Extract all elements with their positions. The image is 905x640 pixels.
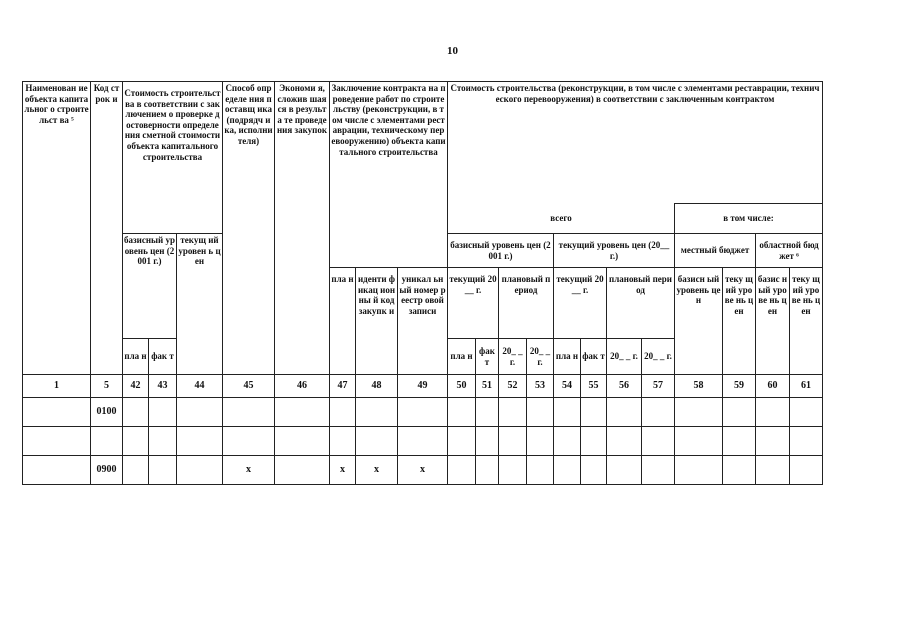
table-row xyxy=(23,456,823,485)
table-cell xyxy=(448,456,476,485)
table-cell xyxy=(527,398,554,427)
header-local-base: базисн ый уровень цен xyxy=(675,268,723,375)
table-cell xyxy=(123,398,149,427)
column-number: 1 xyxy=(23,375,91,398)
table-cell xyxy=(642,427,675,456)
table-cell xyxy=(723,398,756,427)
column-number: 59 xyxy=(723,375,756,398)
table-row xyxy=(23,427,823,456)
column-number: 48 xyxy=(356,375,398,398)
table-cell xyxy=(398,398,448,427)
header-unique-number: уникал ьный номер реестр овой записи xyxy=(398,268,448,375)
table-cell xyxy=(177,456,223,485)
column-number: 45 xyxy=(223,375,275,398)
table-cell xyxy=(123,427,149,456)
column-number: 5 xyxy=(91,375,123,398)
table-cell xyxy=(448,427,476,456)
table-cell xyxy=(476,398,499,427)
table-cell xyxy=(330,398,356,427)
header-expertise-plan: пла н xyxy=(123,339,149,375)
header-row-code: Код строк и xyxy=(91,82,123,375)
header-procurement-method: Способ определе ния поставщ ика (подрядч ика, исполни теля) xyxy=(223,82,275,375)
table-cell xyxy=(723,427,756,456)
header-base-fact: фак т xyxy=(476,339,499,375)
table-cell xyxy=(398,427,448,456)
table-cell xyxy=(499,456,527,485)
table-cell xyxy=(756,456,790,485)
table-cell xyxy=(499,427,527,456)
table-cell xyxy=(177,427,223,456)
table-cell xyxy=(581,398,607,427)
column-number: 54 xyxy=(554,375,581,398)
table-cell xyxy=(554,456,581,485)
table-cell xyxy=(581,456,607,485)
table-cell xyxy=(275,456,330,485)
header-ikz: иденти фикац ионны й код закупк и xyxy=(356,268,398,375)
table-cell xyxy=(723,456,756,485)
table-cell xyxy=(149,456,177,485)
table-row xyxy=(23,398,823,427)
header-including: в том числе: xyxy=(675,204,823,234)
column-number: 42 xyxy=(123,375,149,398)
table-cell xyxy=(756,398,790,427)
table-body xyxy=(23,398,823,485)
header-cur-year-2: 20_ _ г. xyxy=(642,339,675,375)
table-cell xyxy=(790,456,823,485)
table-cell xyxy=(675,456,723,485)
table-cell xyxy=(607,456,642,485)
header-total: всего xyxy=(448,204,675,234)
column-number: 56 xyxy=(607,375,642,398)
header-regional-budget: областной бюджет ⁶ xyxy=(756,234,823,268)
table-cell xyxy=(91,427,123,456)
header-base-prices-2001: базисный уровень цен (2001 г.) xyxy=(448,234,554,268)
header-cur-current-year: текущий 20__ г. xyxy=(554,268,607,339)
column-number: 57 xyxy=(642,375,675,398)
column-number: 51 xyxy=(476,375,499,398)
header-cur-plan: пла н xyxy=(554,339,581,375)
table-cell xyxy=(149,398,177,427)
column-number-row xyxy=(23,375,823,398)
column-number: 47 xyxy=(330,375,356,398)
header-current-price-level: текущ ий уровен ь цен xyxy=(177,234,223,375)
table-cell xyxy=(23,398,91,427)
table-cell: x xyxy=(223,456,275,485)
table-cell xyxy=(476,427,499,456)
table-cell xyxy=(675,398,723,427)
table-cell xyxy=(476,456,499,485)
table-cell xyxy=(527,456,554,485)
header-contract-cost: Стоимость строительства (реконструкции, в том числе с элементами реставрации, технического перевооружения) в соответствии с заключенным контрактом xyxy=(448,82,823,204)
header-base-current-year: текущий 20__ г. xyxy=(448,268,499,339)
column-number: 61 xyxy=(790,375,823,398)
column-number: 46 xyxy=(275,375,330,398)
table-cell xyxy=(23,427,91,456)
table-cell xyxy=(448,398,476,427)
header-regional-base: базис ный урове нь цен xyxy=(756,268,790,375)
header-economy: Экономи я, сложив шаяся в результа те проведе ния закупок xyxy=(275,82,330,375)
table-cell xyxy=(527,427,554,456)
page-number: 10 xyxy=(447,45,458,57)
table-cell xyxy=(607,398,642,427)
table-cell xyxy=(581,427,607,456)
table-cell xyxy=(756,427,790,456)
header-contract-plan: пла н xyxy=(330,268,356,375)
header-expertise-fact: фак т xyxy=(149,339,177,375)
header-contract-conclusion: Заключение контракта на проведение работ по строительству (реконструкции, в том числе с элементами реставрации, техническому перевооружению) объекта капитального строительства xyxy=(330,82,448,268)
table-cell xyxy=(642,456,675,485)
header-current-prices-20: текущий уровень цен (20__ г.) xyxy=(554,234,675,268)
table-cell: 0100 xyxy=(91,398,123,427)
table-cell xyxy=(223,427,275,456)
table-cell xyxy=(642,398,675,427)
column-number: 58 xyxy=(675,375,723,398)
table-cell xyxy=(149,427,177,456)
column-number: 55 xyxy=(581,375,607,398)
header-local-current: теку щий урове нь цен xyxy=(723,268,756,375)
column-number: 43 xyxy=(149,375,177,398)
header-object-name: Наименован ие объекта капитальног о строительст ва ⁵ xyxy=(23,82,91,375)
table-cell xyxy=(177,398,223,427)
column-number: 49 xyxy=(398,375,448,398)
header-base-price-level: базисный уровень цен (2001 г.) xyxy=(123,234,177,339)
column-number: 60 xyxy=(756,375,790,398)
table-cell: x xyxy=(330,456,356,485)
table-cell xyxy=(499,398,527,427)
table-cell: x xyxy=(356,456,398,485)
table-cell xyxy=(330,427,356,456)
table-cell xyxy=(223,398,275,427)
table-cell xyxy=(675,427,723,456)
table-cell xyxy=(356,427,398,456)
column-number: 52 xyxy=(499,375,527,398)
header-base-plan: пла н xyxy=(448,339,476,375)
header-cur-planned-period: плановый период xyxy=(607,268,675,339)
column-number: 44 xyxy=(177,375,223,398)
header-cost-expertise: Стоимость строительства в соответствии с заключением о проверке достоверности определения сметной стоимости объекта капитального строительства xyxy=(123,82,223,234)
header-cur-fact: фак т xyxy=(581,339,607,375)
table-cell: x xyxy=(398,456,448,485)
table-cell xyxy=(23,456,91,485)
header-cur-year-1: 20_ _ г. xyxy=(607,339,642,375)
table-cell xyxy=(790,398,823,427)
table-cell xyxy=(275,427,330,456)
header-regional-current: теку щий урове нь цен xyxy=(790,268,823,375)
table-cell xyxy=(790,427,823,456)
table-cell xyxy=(554,398,581,427)
header-local-budget: местный бюджет xyxy=(675,234,756,268)
header-base-year-1: 20_ _ г. xyxy=(499,339,527,375)
column-number: 50 xyxy=(448,375,476,398)
table-cell xyxy=(607,427,642,456)
column-number: 53 xyxy=(527,375,554,398)
table-cell xyxy=(123,456,149,485)
header-base-year-2: 20_ _ г. xyxy=(527,339,554,375)
table-cell xyxy=(554,427,581,456)
header-base-planned-period: плановый период xyxy=(499,268,554,339)
report-table xyxy=(22,81,823,485)
table-cell xyxy=(356,398,398,427)
table-cell xyxy=(275,398,330,427)
table-cell: 0900 xyxy=(91,456,123,485)
